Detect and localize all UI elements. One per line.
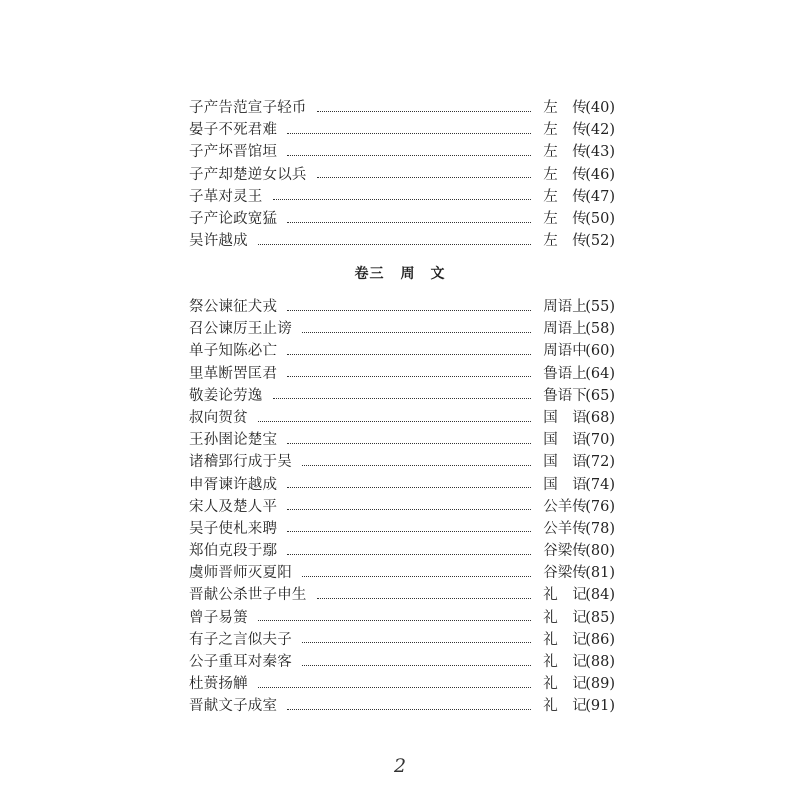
page-ref: (74) xyxy=(585,476,615,493)
entry-source xyxy=(541,97,615,119)
section-heading xyxy=(0,263,800,283)
toc-row xyxy=(189,562,615,584)
dot-leader xyxy=(302,642,531,643)
source-name: 礼 记 xyxy=(543,631,587,648)
dot-leader xyxy=(317,111,531,112)
page-ref: (40) xyxy=(585,100,615,116)
toc-row xyxy=(189,186,615,208)
source-name: 周语上 xyxy=(543,299,587,315)
entry-title: 单子知陈必亡 xyxy=(189,343,278,360)
entry-title: 子产坏晋馆垣 xyxy=(189,144,278,161)
dot-leader xyxy=(302,665,531,666)
entry-title: 晋献公杀世子申生 xyxy=(189,587,307,604)
entry-title: 宋人及楚人平 xyxy=(189,498,278,515)
toc-row xyxy=(189,318,615,340)
dot-leader xyxy=(317,598,531,599)
page-ref: (50) xyxy=(585,210,615,227)
dot-leader xyxy=(258,421,531,422)
toc-row xyxy=(189,584,615,606)
entry-title: 申胥谏许越成 xyxy=(189,476,278,493)
source-name: 国 语 xyxy=(543,454,587,471)
toc-row xyxy=(189,651,615,673)
entry-title: 诸稽郢行成于吴 xyxy=(189,454,292,471)
source-name: 国 语 xyxy=(543,409,587,426)
entry-source xyxy=(541,451,615,473)
page-ref: (81) xyxy=(585,565,615,582)
entry-source xyxy=(541,318,615,340)
source-name: 鲁语下 xyxy=(543,387,587,404)
dot-leader xyxy=(258,687,531,688)
page-ref: (84) xyxy=(585,587,615,604)
entry-source xyxy=(541,474,615,496)
dot-leader xyxy=(287,354,531,355)
dot-leader xyxy=(302,576,531,577)
toc-row xyxy=(189,164,615,186)
entry-source xyxy=(541,119,615,141)
entry-title: 吴子使札来聘 xyxy=(189,520,278,537)
dot-leader xyxy=(287,443,531,444)
page-ref: (55) xyxy=(585,299,615,315)
entry-title: 召公谏厉王止谤 xyxy=(189,321,292,338)
entry-source xyxy=(541,407,615,429)
source-name: 礼 记 xyxy=(543,609,587,626)
dot-leader xyxy=(302,465,531,466)
source-name: 周语中 xyxy=(543,343,587,360)
dot-leader xyxy=(258,620,531,621)
entry-source xyxy=(541,296,615,318)
toc-list-bottom xyxy=(189,296,615,718)
entry-source xyxy=(541,518,615,540)
page-ref: (76) xyxy=(585,498,615,515)
toc-row xyxy=(189,97,615,119)
entry-title: 郑伯克段于鄢 xyxy=(189,543,278,560)
toc-row xyxy=(189,363,615,385)
entry-source xyxy=(541,385,615,407)
page-ref: (47) xyxy=(585,188,615,205)
entry-source xyxy=(541,208,615,230)
source-name: 礼 记 xyxy=(543,698,587,715)
entry-title: 叔向贺贫 xyxy=(189,409,248,426)
dot-leader xyxy=(287,310,531,311)
entry-title: 子产却楚逆女以兵 xyxy=(189,166,307,183)
dot-leader xyxy=(273,199,532,200)
dot-leader xyxy=(287,531,531,532)
toc-row xyxy=(189,208,615,230)
entry-source xyxy=(541,673,615,695)
page-ref: (78) xyxy=(585,520,615,537)
entry-source xyxy=(541,651,615,673)
entry-title: 子产告范宣子轻币 xyxy=(189,100,307,116)
page-ref: (86) xyxy=(585,631,615,648)
entry-title: 祭公谏征犬戎 xyxy=(189,299,278,315)
source-name: 左 传 xyxy=(543,122,587,139)
toc-row xyxy=(189,230,615,252)
source-name: 左 传 xyxy=(543,166,587,183)
dot-leader xyxy=(302,332,531,333)
toc-row xyxy=(189,429,615,451)
entry-source xyxy=(541,186,615,208)
source-name: 左 传 xyxy=(543,233,587,250)
dot-leader xyxy=(287,509,531,510)
entry-source xyxy=(541,230,615,252)
page-ref: (58) xyxy=(585,321,615,338)
entry-title: 公子重耳对秦客 xyxy=(189,654,292,670)
dot-leader xyxy=(287,554,531,555)
page-ref: (72) xyxy=(585,454,615,471)
source-name: 周语上 xyxy=(543,321,587,338)
entry-source xyxy=(541,363,615,385)
source-name: 礼 记 xyxy=(543,676,587,693)
toc-row xyxy=(189,340,615,362)
toc-row xyxy=(189,119,615,141)
entry-title: 虞师晋师灭夏阳 xyxy=(189,565,292,582)
source-name: 国 语 xyxy=(543,476,587,493)
entry-source xyxy=(541,629,615,651)
source-name: 礼 记 xyxy=(543,654,587,670)
source-name: 左 传 xyxy=(543,144,587,161)
toc-row xyxy=(189,385,615,407)
entry-source xyxy=(541,562,615,584)
page-ref: (68) xyxy=(585,409,615,426)
page-ref: (80) xyxy=(585,543,615,560)
entry-title: 子产论政宽猛 xyxy=(189,210,278,227)
page-ref: (64) xyxy=(585,365,615,382)
toc-row xyxy=(189,496,615,518)
toc-list-top xyxy=(189,97,615,252)
dot-leader xyxy=(273,398,532,399)
entry-source xyxy=(541,695,615,717)
entry-source xyxy=(541,607,615,629)
source-name: 礼 记 xyxy=(543,587,587,604)
page-ref: (70) xyxy=(585,432,615,449)
toc-row xyxy=(189,451,615,473)
dot-leader xyxy=(287,709,531,710)
entry-source xyxy=(541,496,615,518)
entry-source xyxy=(541,340,615,362)
source-name: 国 语 xyxy=(543,432,587,449)
source-name: 谷梁传 xyxy=(543,543,587,560)
toc-row xyxy=(189,474,615,496)
page-number: 2 xyxy=(393,755,407,777)
entry-title: 晋献文子成室 xyxy=(189,698,278,715)
dot-leader xyxy=(287,376,531,377)
dot-leader xyxy=(287,155,531,156)
toc-row xyxy=(189,296,615,318)
entry-source xyxy=(541,584,615,606)
source-name: 左 传 xyxy=(543,210,587,227)
page-ref: (91) xyxy=(585,698,615,715)
entry-title: 吴许越成 xyxy=(189,233,248,250)
page-ref: (60) xyxy=(585,343,615,360)
entry-title: 曾子易箦 xyxy=(189,609,248,626)
source-name: 公羊传 xyxy=(543,498,587,515)
dot-leader xyxy=(287,487,531,488)
page-ref: (43) xyxy=(585,144,615,161)
dot-leader xyxy=(287,222,531,223)
page-ref: (85) xyxy=(585,609,615,626)
source-name: 公羊传 xyxy=(543,520,587,537)
source-name: 左 传 xyxy=(543,188,587,205)
section-name: 周 文 xyxy=(400,266,446,282)
dot-leader xyxy=(287,133,531,134)
page-ref: (42) xyxy=(585,122,615,139)
entry-title: 杜蒉扬觯 xyxy=(189,676,248,693)
entry-title: 有子之言似夫子 xyxy=(189,631,292,648)
page-ref: (89) xyxy=(585,676,615,693)
toc-row xyxy=(189,540,615,562)
entry-title: 敬姜论劳逸 xyxy=(189,387,263,404)
dot-leader xyxy=(258,244,531,245)
entry-source xyxy=(541,164,615,186)
toc-row xyxy=(189,695,615,717)
page-ref: (46) xyxy=(585,166,615,183)
source-name: 鲁语上 xyxy=(543,365,587,382)
section-volume: 卷三 xyxy=(354,266,385,282)
page-ref: (65) xyxy=(585,387,615,404)
entry-title: 子革对灵王 xyxy=(189,188,263,205)
toc-row xyxy=(189,629,615,651)
source-name: 左 传 xyxy=(543,100,587,116)
entry-source xyxy=(541,141,615,163)
toc-row xyxy=(189,407,615,429)
entry-source xyxy=(541,540,615,562)
entry-source xyxy=(541,429,615,451)
entry-title: 王孙圉论楚宝 xyxy=(189,432,278,449)
entry-title: 晏子不死君难 xyxy=(189,122,278,139)
toc-row xyxy=(189,607,615,629)
toc-row xyxy=(189,141,615,163)
toc-row xyxy=(189,518,615,540)
toc-row xyxy=(189,673,615,695)
page-ref: (52) xyxy=(585,233,615,250)
dot-leader xyxy=(317,177,531,178)
entry-title: 里革断罟匡君 xyxy=(189,365,278,382)
page-ref: (88) xyxy=(585,654,615,670)
source-name: 谷梁传 xyxy=(543,565,587,582)
